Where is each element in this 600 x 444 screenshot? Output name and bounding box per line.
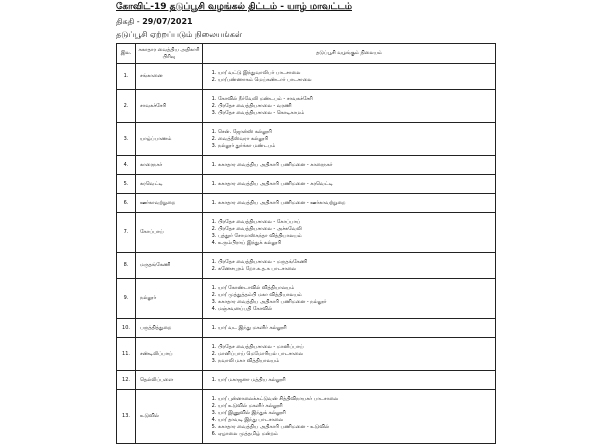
row-number: 8. [117,253,136,279]
centre-item: 1. சுகாதார வைத்திய அதிகாரி பணிமனை - கரவெட்டி [218,181,492,188]
header-moh-division: சுகாதார வைத்திய அதிகாரி பிரிவு [136,44,203,64]
centre-item: 2. வைத்தீஸ்வரா கல்லூரி [218,136,492,143]
centre-list [206,96,492,117]
centre-list-cell [203,90,496,123]
centre-list [206,285,492,313]
centre-item: 4. உரும்பிராய் இந்துக் கல்லூரி [218,240,492,247]
centre-item: 1. யா/ புன்னாலைக்கட்டுவன் சித்திவிநாயகர் பாடசாலை [218,396,492,403]
header-serial-number: இல. [117,44,136,64]
table-row [117,123,496,156]
moh-division: சாவகச்சேரி [136,90,203,123]
centre-item: 4. மஞ்சவனப்பதி கோவில் [218,306,492,313]
table-row [117,213,496,253]
centre-list-cell [203,64,496,90]
table-row [117,279,496,319]
centre-item: 1. பிரதேச வைத்தியசாலை - மானிப்பாய் [218,344,492,351]
table-row [117,194,496,213]
document-date [116,17,193,27]
centre-item: 2. பிரதேச வைத்தியசாலை - அச்சுவேலி [218,226,492,233]
row-number: 2. [117,90,136,123]
centre-list-cell [203,338,496,371]
row-number: 12. [117,371,136,390]
centre-item: 4. யா/ தாவடி இந்து பாடசாலை [218,417,492,424]
centre-list-cell [203,194,496,213]
row-number: 7. [117,213,136,253]
centre-list-cell [203,123,496,156]
row-number: 10. [117,319,136,338]
centre-list [206,181,492,188]
vaccination-centres-table [116,43,496,444]
centre-item: 2. யா/பண்ணாகம் மெய்கண்டார் பாடசாலை [218,77,492,84]
centre-item: 1. சென். ஜோன்ஸ் கல்லூரி [218,129,492,136]
centre-item: 1. சுகாதார வைத்திய அதிகாரி பணிமனை - காரைநகர் [218,162,492,169]
centre-item: 3. நல்லூர் துர்க்கா மண்டபம் [218,143,492,150]
centre-item: 3. பிரதேச வைத்தியசாலை - கொடிகாமம் [218,110,492,117]
centre-item: 3. புத்தூர் சோமாஸ்கந்தா வித்தியாலயம் [218,233,492,240]
moh-division: காரைநகர் [136,156,203,175]
centre-list-cell [203,319,496,338]
row-number: 3. [117,123,136,156]
centre-item: 1. யா/ மகாஜனா மத்திய கல்லூரி [218,377,492,384]
centre-item: 2. யா/ முத்துத்தம்பி மகா வித்தியாலயம் [218,292,492,299]
row-number: 13. [117,390,136,444]
centre-list-cell [203,371,496,390]
moh-division: உடுவில் [136,390,203,444]
table-row [117,175,496,194]
moh-division: கோப்பாய் [136,213,203,253]
centre-item: 1. சுகாதார வைத்திய அதிகாரி பணிமனை - ஊர்காவற்றுறை [218,200,492,207]
centre-item: 3. யா/ இணுவில் இந்துக் கல்லூரி [218,410,492,417]
moh-division: பருத்தித்துறை [136,319,203,338]
centre-item: 1. யா/ வட இந்து மகளிர் கல்லூரி [218,325,492,332]
centre-item: 2. கணேசபுரம் றோ.க.த.க பாடசாலை [218,266,492,273]
centre-list-cell [203,156,496,175]
centre-list-cell [203,279,496,319]
centre-list [206,325,492,332]
centre-list-cell [203,213,496,253]
table-row [117,319,496,338]
centre-item: 1. பிரதேச வைத்தியசாலை - கோப்பாய் [218,219,492,226]
centre-item: 5. சுகாதார வைத்திய அதிகாரி பணிமனை - உடுவில் [218,424,492,431]
centre-list [206,162,492,169]
centre-list [206,70,492,84]
table-row [117,390,496,444]
moh-division: தெல்லிப்பளை [136,371,203,390]
document-title: கோவிட்-19 தடுப்பூசி வழங்கல் திட்டம் - யாழ் மாவட்டம் [116,2,352,12]
centre-list [206,129,492,150]
table-row [117,64,496,90]
table-body [117,64,496,444]
centre-item: 6. ஏழாலை முத்தமிழ் மன்றம் [218,431,492,438]
row-number: 4. [117,156,136,175]
date-value: 29/07/2021 [142,17,193,26]
centre-item: 2. பிரதேச வைத்தியசாலை - வரணி [218,103,492,110]
centre-list-cell [203,175,496,194]
centre-list [206,377,492,384]
table-row [117,371,496,390]
centre-list-cell [203,253,496,279]
centre-item: 1. பிரதேச வைத்தியசாலை - மருதங்கேணி [218,259,492,266]
row-number: 1. [117,64,136,90]
centre-item: 3. சுகாதார வைத்திய அதிகாரி பணிமனை - நல்லூர் [218,299,492,306]
centre-item: 2. யா/ உடுவில் மகளிர் கல்லூரி [218,403,492,410]
moh-division: சண்டிலிப்பாய் [136,338,203,371]
table-row [117,90,496,123]
row-number: 6. [117,194,136,213]
centre-list-cell [203,390,496,444]
table-row [117,156,496,175]
centre-list [206,200,492,207]
table-header-row [117,44,496,64]
moh-division: கரவெட்டி [136,175,203,194]
centre-item: 3. நவாலி மகா வித்தியாலயம் [218,358,492,365]
table-row [117,338,496,371]
row-number: 11. [117,338,136,371]
centre-item: 1. யா/ கோண்டாவில் வித்தியாலயம் [218,285,492,292]
moh-division: மருதங்கேணி [136,253,203,279]
header-vaccination-centre: தடுப்பூசி வழங்கும் நிலையம் [203,44,496,64]
centre-item: 1. கோவில் நீர்வேலி மண்டபம் - சாவகச்சேரி [218,96,492,103]
centre-item: 2. மானிப்பாய் மெமோரியல் பாடசாலை [218,351,492,358]
centre-list [206,219,492,247]
date-label: திகதி - [116,17,143,26]
moh-division: யாழ்ப்பாணம் [136,123,203,156]
table-row [117,253,496,279]
centre-item: 1. யா/ வட்டு இந்துவாலிபர் பாடசாலை [218,70,492,77]
centre-list [206,396,492,438]
row-number: 9. [117,279,136,319]
centre-list [206,344,492,365]
row-number: 5. [117,175,136,194]
moh-division: சங்கானை [136,64,203,90]
document-subtitle: தடுப்பூசி ஏற்றப்படும் நிலையங்கள் [116,30,243,39]
moh-division: ஊர்காவற்றுறை [136,194,203,213]
moh-division: நல்லூர் [136,279,203,319]
centre-list [206,259,492,273]
